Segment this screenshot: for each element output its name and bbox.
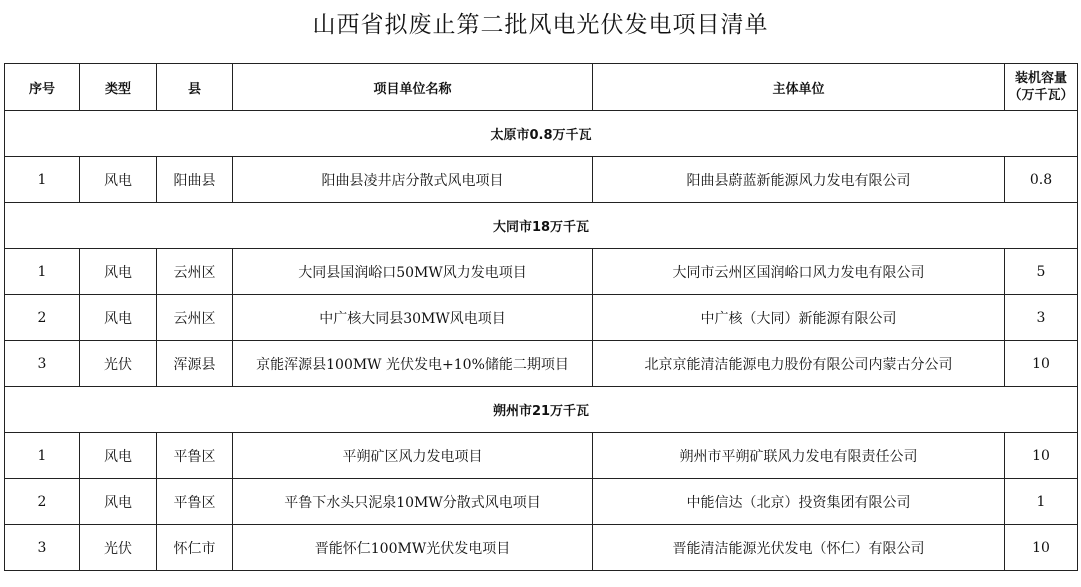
section-title: 朔州市21万千瓦 bbox=[5, 387, 1078, 433]
cell-capacity: 1 bbox=[1005, 479, 1078, 525]
section-row bbox=[5, 111, 1078, 157]
cell-type: 风电 bbox=[80, 249, 157, 295]
cell-type: 风电 bbox=[80, 479, 157, 525]
cell-no: 3 bbox=[5, 525, 80, 571]
header-capacity-line1: 装机容量 bbox=[1014, 71, 1067, 86]
cell-owner: 朔州市平朔矿联风力发电有限责任公司 bbox=[593, 433, 1005, 479]
header-type: 类型 bbox=[80, 64, 157, 111]
table-row bbox=[5, 433, 1078, 479]
cell-no: 1 bbox=[5, 433, 80, 479]
section-title: 太原市0.8万千瓦 bbox=[5, 111, 1078, 157]
cell-project: 晋能怀仁100MW光伏发电项目 bbox=[233, 525, 593, 571]
cell-capacity: 3 bbox=[1005, 295, 1078, 341]
table-row bbox=[5, 479, 1078, 525]
table-row bbox=[5, 525, 1078, 571]
cell-no: 1 bbox=[5, 249, 80, 295]
project-table bbox=[4, 63, 1078, 571]
table-row bbox=[5, 249, 1078, 295]
cell-project: 大同县国润峪口50MW风力发电项目 bbox=[233, 249, 593, 295]
header-no: 序号 bbox=[5, 64, 80, 111]
cell-county: 浑源县 bbox=[157, 341, 233, 387]
header-capacity bbox=[1005, 64, 1078, 111]
cell-capacity: 5 bbox=[1005, 249, 1078, 295]
cell-project: 平朔矿区风力发电项目 bbox=[233, 433, 593, 479]
cell-owner: 晋能清洁能源光伏发电（怀仁）有限公司 bbox=[593, 525, 1005, 571]
header-county: 县 bbox=[157, 64, 233, 111]
cell-county: 平鲁区 bbox=[157, 433, 233, 479]
cell-county: 云州区 bbox=[157, 295, 233, 341]
cell-capacity: 10 bbox=[1005, 341, 1078, 387]
cell-owner: 中广核（大同）新能源有限公司 bbox=[593, 295, 1005, 341]
table-row bbox=[5, 341, 1078, 387]
cell-no: 2 bbox=[5, 479, 80, 525]
header-capacity-line2: （万千瓦） bbox=[1008, 88, 1074, 103]
cell-no: 3 bbox=[5, 341, 80, 387]
cell-type: 风电 bbox=[80, 295, 157, 341]
section-row bbox=[5, 387, 1078, 433]
table-row bbox=[5, 295, 1078, 341]
section-row bbox=[5, 203, 1078, 249]
header-owner: 主体单位 bbox=[593, 64, 1005, 111]
cell-capacity: 0.8 bbox=[1005, 157, 1078, 203]
cell-no: 2 bbox=[5, 295, 80, 341]
cell-type: 风电 bbox=[80, 433, 157, 479]
page-title: 山西省拟废止第二批风电光伏发电项目清单 bbox=[312, 12, 769, 38]
cell-capacity: 10 bbox=[1005, 525, 1078, 571]
cell-project: 京能浑源县100MW 光伏发电+10%储能二期项目 bbox=[233, 341, 593, 387]
cell-project: 中广核大同县30MW风电项目 bbox=[233, 295, 593, 341]
cell-county: 阳曲县 bbox=[157, 157, 233, 203]
cell-type: 光伏 bbox=[80, 341, 157, 387]
cell-county: 云州区 bbox=[157, 249, 233, 295]
table-row bbox=[5, 157, 1078, 203]
cell-project: 阳曲县凌井店分散式风电项目 bbox=[233, 157, 593, 203]
table-header-row bbox=[5, 64, 1078, 111]
section-title: 大同市18万千瓦 bbox=[5, 203, 1078, 249]
header-project: 项目单位名称 bbox=[233, 64, 593, 111]
cell-owner: 中能信达（北京）投资集团有限公司 bbox=[593, 479, 1005, 525]
cell-county: 平鲁区 bbox=[157, 479, 233, 525]
cell-owner: 大同市云州区国润峪口风力发电有限公司 bbox=[593, 249, 1005, 295]
cell-project: 平鲁下水头只泥泉10MW分散式风电项目 bbox=[233, 479, 593, 525]
cell-county: 怀仁市 bbox=[157, 525, 233, 571]
cell-capacity: 10 bbox=[1005, 433, 1078, 479]
cell-owner: 阳曲县蔚蓝新能源风力发电有限公司 bbox=[593, 157, 1005, 203]
cell-owner: 北京京能清洁能源电力股份有限公司内蒙古分公司 bbox=[593, 341, 1005, 387]
cell-type: 风电 bbox=[80, 157, 157, 203]
cell-no: 1 bbox=[5, 157, 80, 203]
cell-type: 光伏 bbox=[80, 525, 157, 571]
